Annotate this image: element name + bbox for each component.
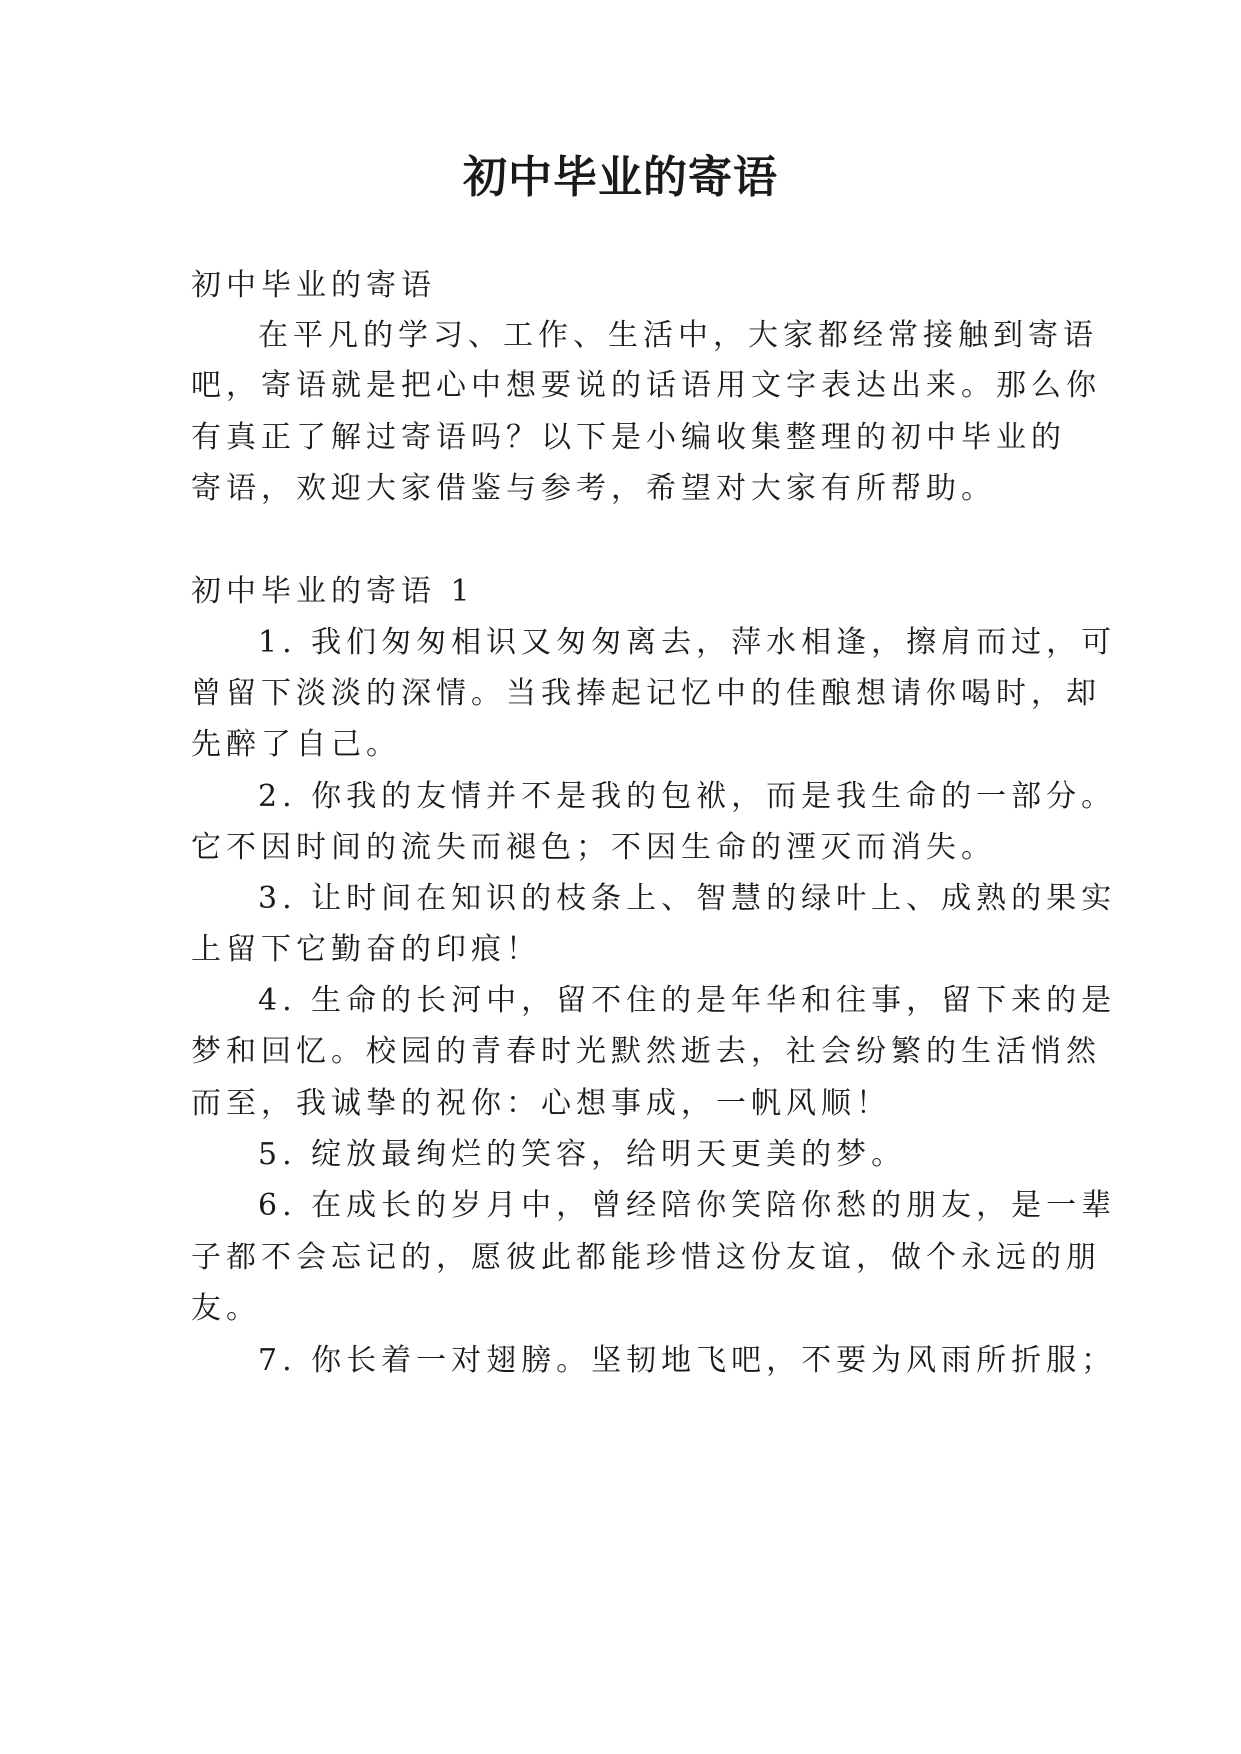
section-heading: 初中毕业的寄语 1 bbox=[191, 574, 475, 609]
list-item-line: 2. 你我的友情并不是我的包袱，而是我生命的一部分。 bbox=[258, 779, 1117, 814]
intro-line: 有真正了解过寄语吗？以下是小编收集整理的初中毕业的 bbox=[191, 420, 1066, 455]
list-item-line: 而至，我诚挚的祝你：心想事成，一帆风顺！ bbox=[191, 1086, 891, 1121]
list-item-line: 6. 在成长的岁月中，曾经陪你笑陪你愁的朋友，是一辈 bbox=[258, 1188, 1117, 1223]
intro-line: 寄语，欢迎大家借鉴与参考，希望对大家有所帮助。 bbox=[191, 471, 996, 506]
list-item-line: 曾留下淡淡的深情。当我捧起记忆中的佳酿想请你喝时，却 bbox=[191, 676, 1101, 711]
list-item-line: 子都不会忘记的，愿彼此都能珍惜这份友谊，做个永远的朋 bbox=[191, 1240, 1101, 1275]
document-subtitle: 初中毕业的寄语 bbox=[191, 268, 436, 303]
list-item-line: 它不因时间的流失而褪色；不因生命的湮灭而消失。 bbox=[191, 830, 996, 865]
list-item-line: 4. 生命的长河中，留不住的是年华和往事，留下来的是 bbox=[258, 983, 1117, 1018]
intro-line: 在平凡的学习、工作、生活中，大家都经常接触到寄语 bbox=[258, 318, 1098, 353]
list-item-line: 3. 让时间在知识的枝条上、智慧的绿叶上、成熟的果实 bbox=[258, 881, 1117, 916]
document-title: 初中毕业的寄语 bbox=[463, 152, 778, 203]
list-item-line: 5. 绽放最绚烂的笑容，给明天更美的梦。 bbox=[258, 1137, 907, 1172]
list-item-line: 先醉了自己。 bbox=[191, 727, 401, 762]
list-item-line: 上留下它勤奋的印痕！ bbox=[191, 932, 541, 967]
intro-line: 吧，寄语就是把心中想要说的话语用文字表达出来。那么你 bbox=[191, 368, 1101, 403]
list-item-line: 梦和回忆。校园的青春时光默然逝去，社会纷繁的生活悄然 bbox=[191, 1034, 1101, 1069]
list-item-line: 友。 bbox=[191, 1291, 261, 1326]
list-item-line: 1. 我们匆匆相识又匆匆离去，萍水相逢，擦肩而过，可 bbox=[258, 625, 1117, 660]
list-item-line: 7. 你长着一对翅膀。坚韧地飞吧，不要为风雨所折服； bbox=[258, 1343, 1117, 1378]
